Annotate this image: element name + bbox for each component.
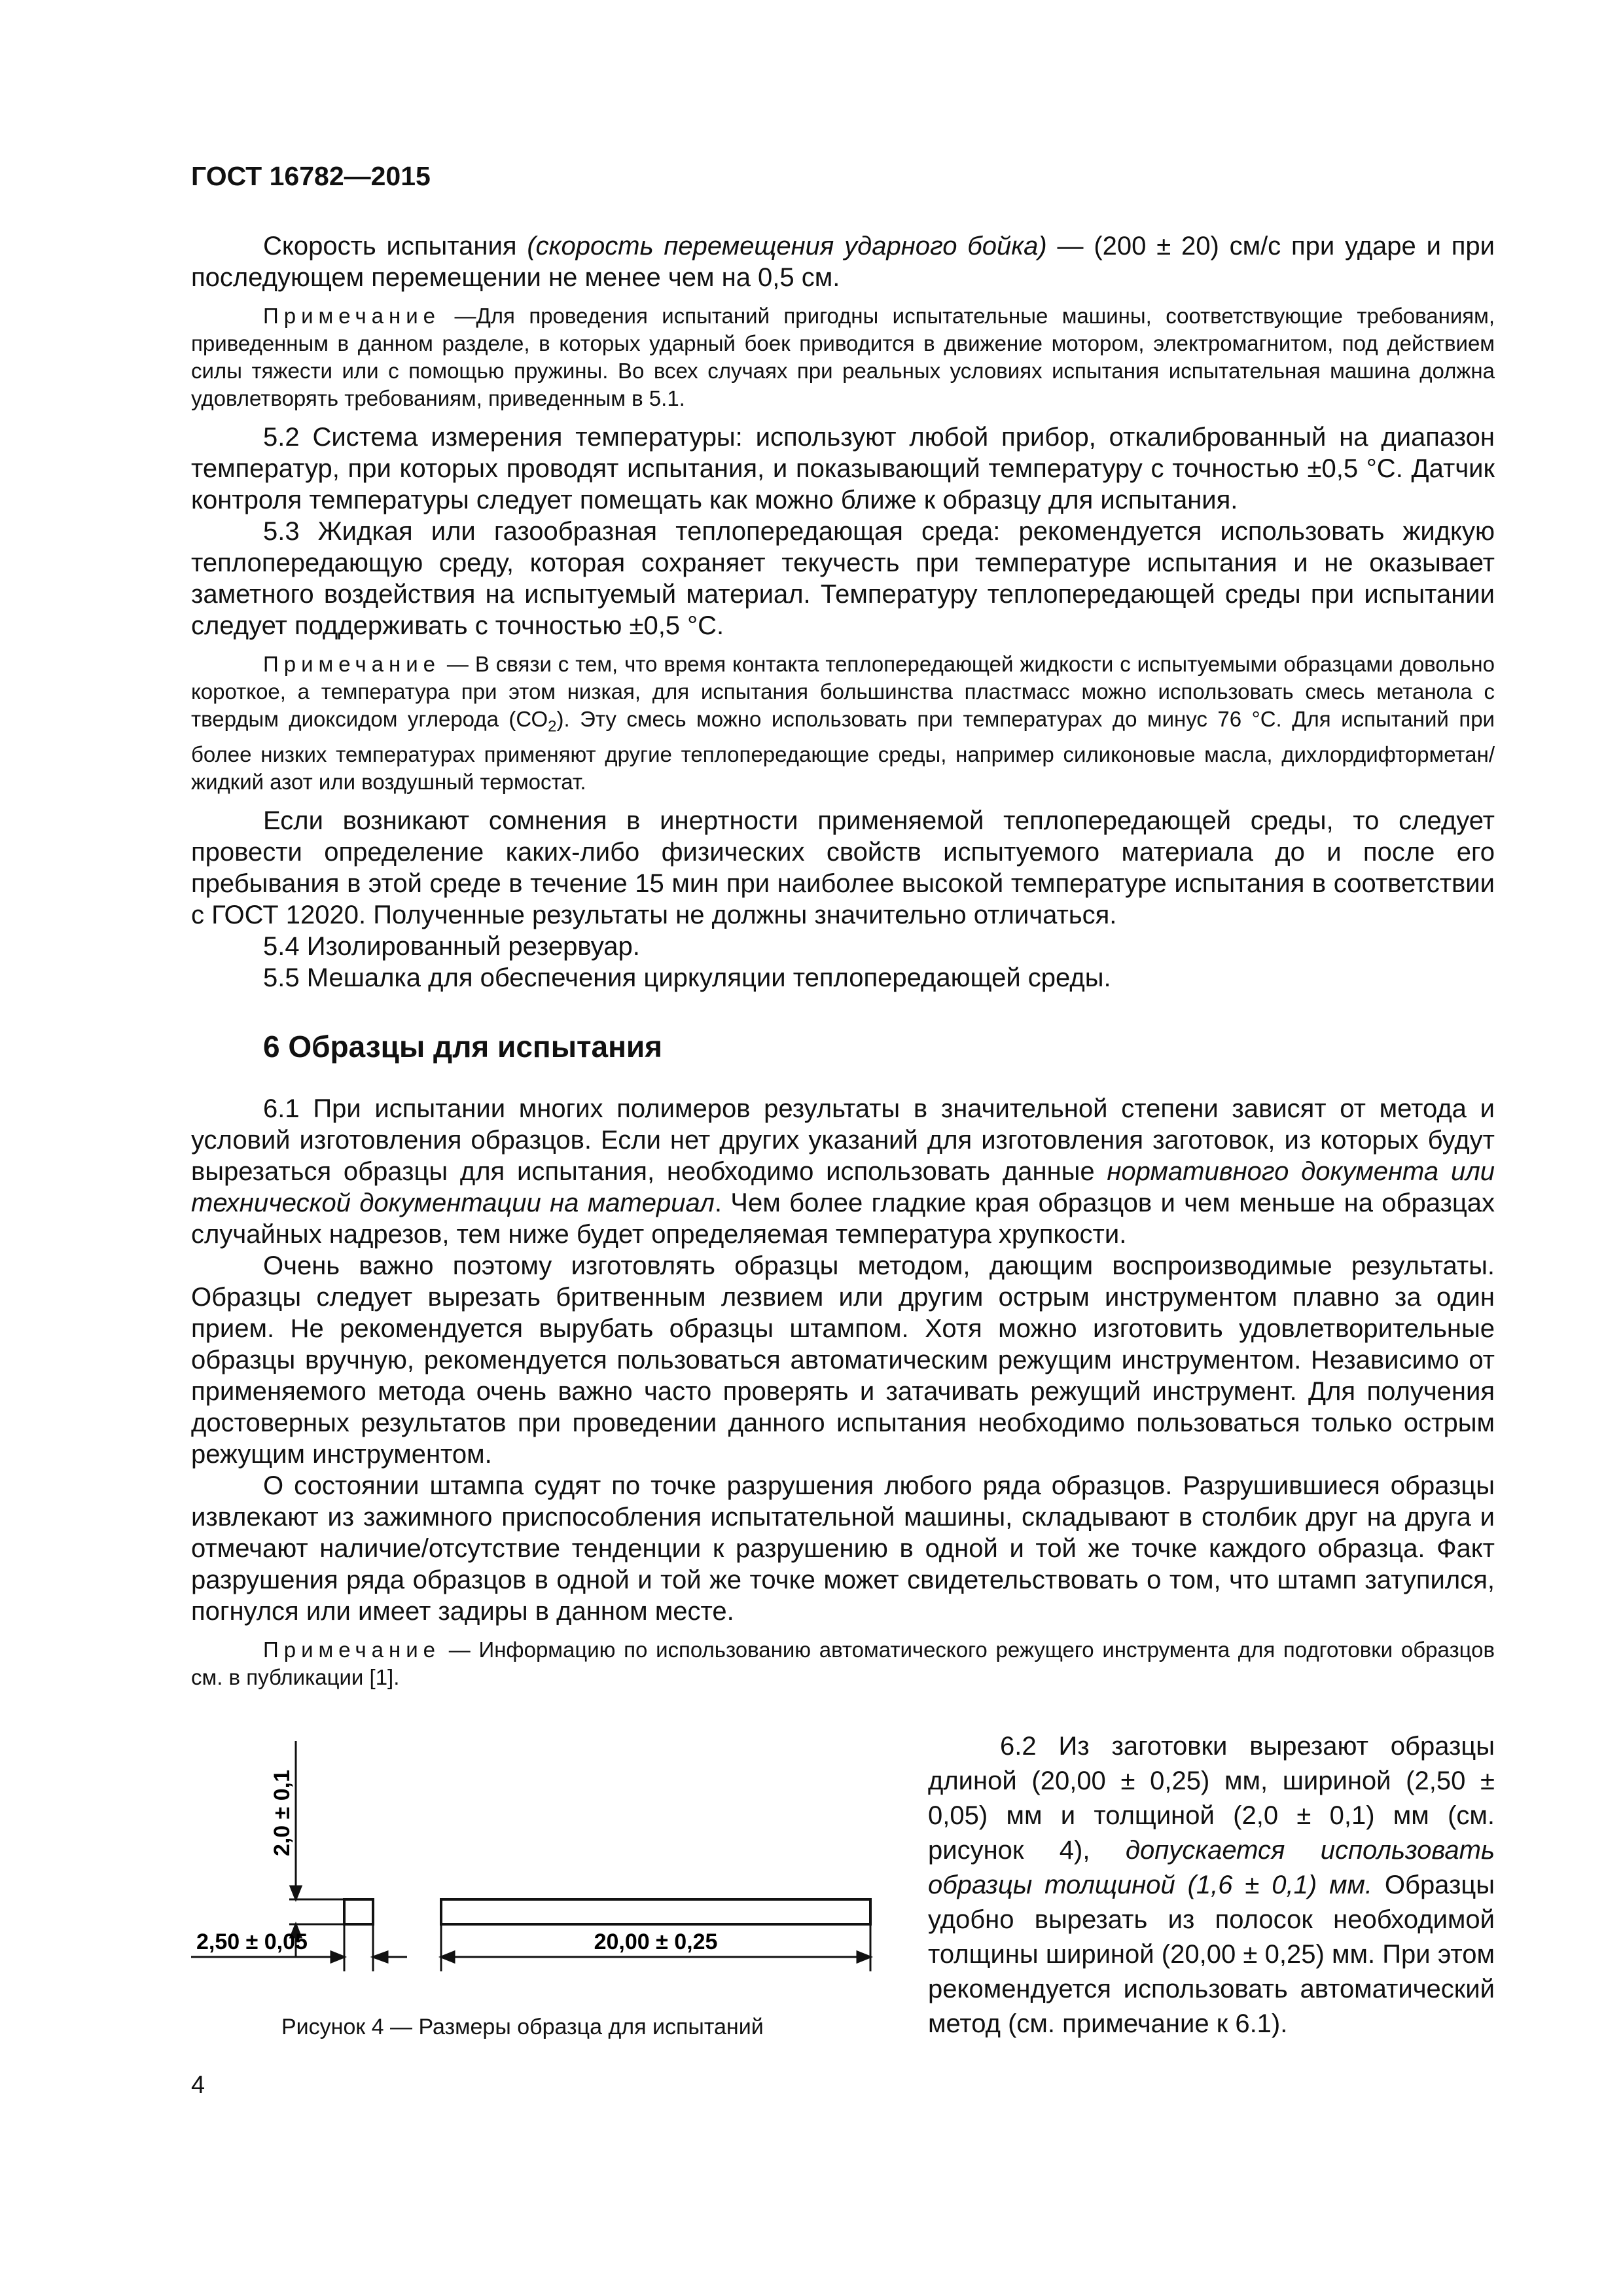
cross-section [344,1899,373,1924]
note-2: Примечание — В связи с тем, что время контакта теплопередающей жидкости с испытуемыми образцами довольно короткое, а температура при этом низкая, для испытания большинства пластмасс можно использовать смесь метанола с твердым диоксидом углерода $(СО_2)$. Эту смесь можно использовать при температурах до минус 76 °С. Для испытаний при более низких температурах применяют другие теплопередающие среды, например силиконовые масла, дихлордифторметан/жидкий азот или воздушный термостат. [191,652,1495,794]
width-arrow-left [331,1952,344,1962]
length-arrow-right [857,1952,870,1962]
paragraph-6-2: 6.2 Из заготовки вырезают образцы длиной (20,00 ± 0,25) мм, шириной (2,50 ± 0,05) мм и толщиной (2,0 ± 0,1) мм (см. рисунок 4), допускается использовать образцы толщиной (1,6 ± 0,1) мм. Образцы удобно вырезать из полосок необходимой толщины шириной (20,00 ± 0,25) мм. При этом рекомендуется использовать автоматический метод (см. примечание к 6.1). [928,1732,1495,2038]
document-code: ГОСТ 16782—2015 [191,161,431,191]
paragraph-speed: Скорость испытания (скорость перемещения ударного бойка) — (200 ± 20) см/с при ударе и при последующем перемещении не менее чем на 0,5 см. [191,232,1495,292]
paragraph-5-4: 5.4 Изолированный резервуар. [263,931,640,961]
specimen-strip [441,1899,870,1924]
body-top [191,230,1495,1691]
note-3: Примечание — Информацию по использованию автоматического режущего инструмента для подготовки образцов см. в публикации [1]. [191,1637,1495,1689]
paragraph-5-5: 5.5 Мешалка для обеспечения циркуляции теплопередающей среды. [263,963,1111,992]
figure-4-drawing [191,1741,885,2016]
paragraph-6-1: 6.1 При испытании многих полимеров результаты в значительной степени зависят от метода и условий изготовления образцов. Если нет других указаний для изготовления заготовок, из которых будут вырезаться образцы для испытания, необходимо использовать данные нормативного документа или технической документации на материал. Чем более гладкие края образцов и чем меньше на образцах случайных надрезов, тем ниже будет определяемая температура хрупкости. [191,1094,1495,1249]
paragraph-5-2: 5.2 Система измерения температуры: используют любой прибор, откалиброванный на диапазон температур, при которых проводят испытания, и показывающий температуру с точностью ±0,5 °С. Датчик контроля температуры следует помещать как можно ближе к образцу для испытания. [191,423,1495,514]
paragraph-doubt: Если возникают сомнения в инертности применяемой теплопередающей среды, то следует провести определение каких-либо физических свойств испытуемого материала до и после его пребывания в этой среде в течение 15 мин при наиболее высокой температуре испытания в соответствии с ГОСТ 12020. Полученные результаты не должны значительно отличаться. [191,806,1495,929]
section-6-heading: 6 Образцы для испытания [263,1029,662,1064]
thickness-arrow-down [291,1886,301,1899]
width-label: 2,50 ± 0,05 [196,1929,308,1954]
paragraph-important: Очень важно поэтому изготовлять образцы методом, дающим воспроизводимые результаты. Образцы следует вырезать бритвенным лезвием или другим острым инструментом плавно за один прием. Не рекомендуется вырубать образцы штампом. Хотя можно изготовить удовлетворительные образцы вручную, рекомендуется пользоваться автоматическим режущим инструментом. Независимо от применяемого метода очень важно часто проверять и затачивать режущий инструмент. Для получения достоверных результатов при проведении данного испытания необходимо пользоваться только острым режущим инструментом. [191,1251,1495,1469]
length-arrow-left [441,1952,454,1962]
thickness-label: 2,0 ± 0,1 [270,1769,294,1857]
page-number: 4 [191,2072,205,2099]
note-1: Примечание —Для проведения испытаний пригодны испытательные машины, соответствующие требованиям, приведенным в данном разделе, в которых ударный боек приводится в движение мотором, электромагнитом, под действием силы тяжести или с помощью пружины. Во всех случаях при реальных условиях испытания испытательная машина должна удовлетворять требованиям, приведенным в 5.1. [191,304,1495,410]
figure-caption: Рисунок 4 — Размеры образца для испытаний [281,2015,764,2039]
paragraph-5-3: 5.3 Жидкая или газообразная теплопередающая среда: рекомендуется использовать жидкую теплопередающую среду, которая сохраняет текучесть при температуре испытания и не оказывает заметного воздействия на испытуемый материал. Температуру теплопередающей среды при испытании следует поддерживать с точностью ±0,5 °С. [191,517,1495,640]
paragraph-6-2-column [928,1729,1495,2041]
length-label: 20,00 ± 0,25 [594,1929,718,1954]
paragraph-stamp: О состоянии штампа судят по точке разрушения любого ряда образцов. Разрушившиеся образцы извлекают из зажимного приспособления испытательной машины, складывают в столбик друг на друга и отмечают наличие/отсутствие тенденции к разрушению в одной и той же точке каждого образца. Факт разрушения ряда образцов в одной и той же точке может свидетельствовать о том, что штамп затупился, погнулся или имеет задиры в данном месте. [191,1471,1495,1626]
